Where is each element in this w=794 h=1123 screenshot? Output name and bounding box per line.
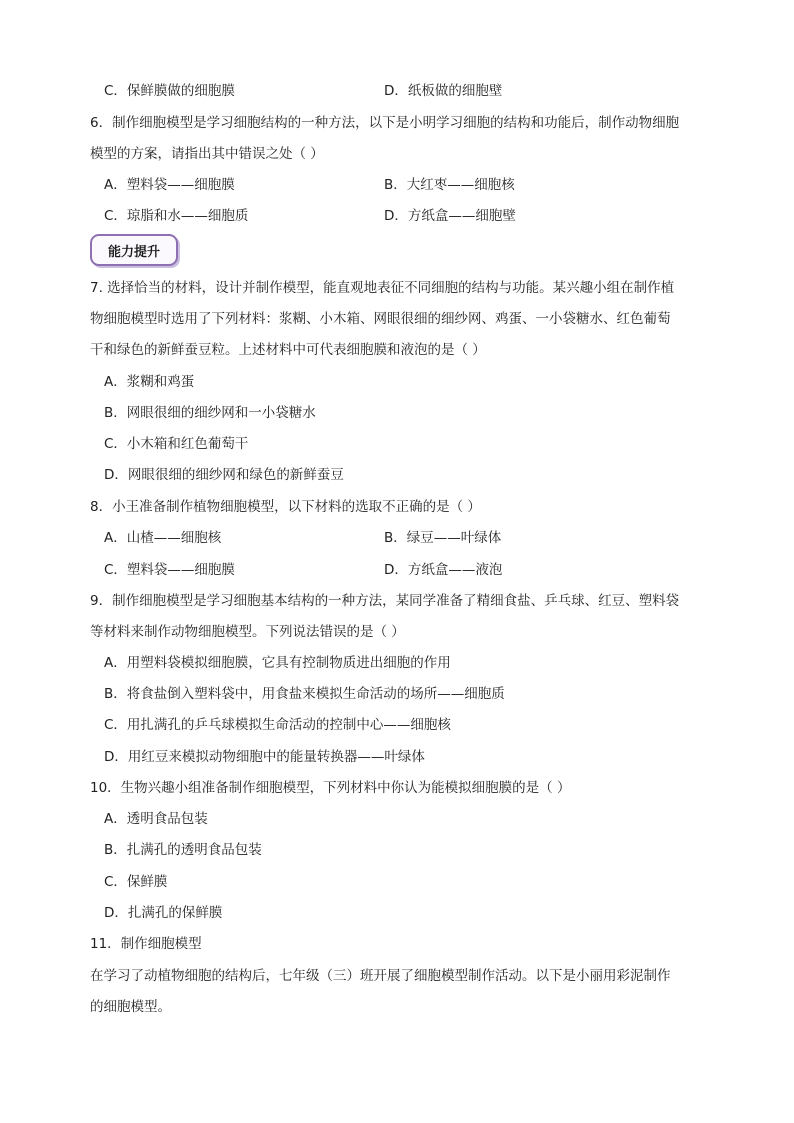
q5-option-c: C．保鲜膜做的细胞膜: [104, 83, 235, 99]
q6-option-d: D．方纸盒——细胞壁: [384, 208, 516, 224]
q10-option-d: D．扎满孔的保鲜膜: [104, 905, 223, 921]
q7-stem-line3: 干和绿色的新鲜蚕豆粒。上述材料中可代表细胞膜和液泡的是（ ）: [90, 342, 486, 358]
q9-option-b: B．将食盐倒入塑料袋中，用食盐来模拟生命活动的场所——细胞质: [104, 686, 505, 702]
q7-stem-line2: 物细胞模型时选用了下列材料：浆糊、小木箱、网眼很细的细纱网、鸡蛋、一小袋糖水、红色葡萄: [90, 311, 671, 327]
q9-option-c: C．用扎满孔的乒乓球模拟生命活动的控制中心——细胞核: [104, 717, 451, 733]
q6-option-a: A．塑料袋——细胞膜: [104, 177, 235, 193]
q5-option-d: D．纸板做的细胞壁: [384, 83, 503, 99]
q10-option-b: B．扎满孔的透明食品包装: [104, 842, 262, 858]
q8-option-d: D．方纸盒——液泡: [384, 562, 503, 578]
q6-stem-line2: 模型的方案，请指出其中错误之处（ ）: [90, 146, 324, 162]
q7-option-b: B．网眼很细的细纱网和一小袋糖水: [104, 405, 316, 421]
q10-option-c: C．保鲜膜: [104, 874, 168, 890]
q8-option-a: A．山楂——细胞核: [104, 530, 222, 546]
q7-option-c: C．小木箱和红色葡萄干: [104, 436, 249, 452]
q11-intro-line2: 的细胞模型。: [90, 999, 171, 1015]
q10-option-a: A．透明食品包装: [104, 811, 208, 827]
q7-option-a: A．浆糊和鸡蛋: [104, 374, 195, 390]
q9-stem-line1: 9．制作细胞模型是学习细胞基本结构的一种方法，某同学准备了精细食盐、乒乓球、红豆、塑料袋: [90, 593, 680, 609]
q10-stem-line1: 10．生物兴趣小组准备制作细胞模型，下列材料中你认为能模拟细胞膜的是（ ）: [90, 780, 571, 796]
q9-stem-line2: 等材料来制作动物细胞模型。下列说法错误的是（ ）: [90, 624, 405, 640]
q8-option-b: B．绿豆——叶绿体: [384, 530, 502, 546]
section-badge: 能力提升: [90, 234, 178, 266]
q9-option-a: A．用塑料袋模拟细胞膜，它具有控制物质进出细胞的作用: [104, 655, 451, 671]
q6-stem-line1: 6．制作细胞模型是学习细胞结构的一种方法，以下是小明学习细胞的结构和功能后，制作动物细胞: [90, 115, 680, 131]
q9-option-d: D．用红豆来模拟动物细胞中的能量转换器——叶绿体: [104, 749, 425, 765]
q6-option-c: C．琼脂和水——细胞质: [104, 208, 249, 224]
q8-option-c: C．塑料袋——细胞膜: [104, 562, 235, 578]
q8-stem-line1: 8．小王准备制作植物细胞模型，以下材料的选取不正确的是（ ）: [90, 499, 481, 515]
q6-option-b: B．大红枣——细胞核: [384, 177, 515, 193]
q7-option-d: D．网眼很细的细纱网和绿色的新鲜蚕豆: [104, 467, 344, 483]
q11-intro-line1: 在学习了动植物细胞的结构后，七年级（三）班开展了细胞模型制作活动。以下是小丽用彩泥制作: [90, 968, 671, 984]
q7-stem-line1: 7. 选择恰当的材料，设计并制作模型，能直观地表征不同细胞的结构与功能。某兴趣小组在制作植: [90, 280, 675, 296]
q11-title: 11．制作细胞模型: [90, 936, 202, 952]
